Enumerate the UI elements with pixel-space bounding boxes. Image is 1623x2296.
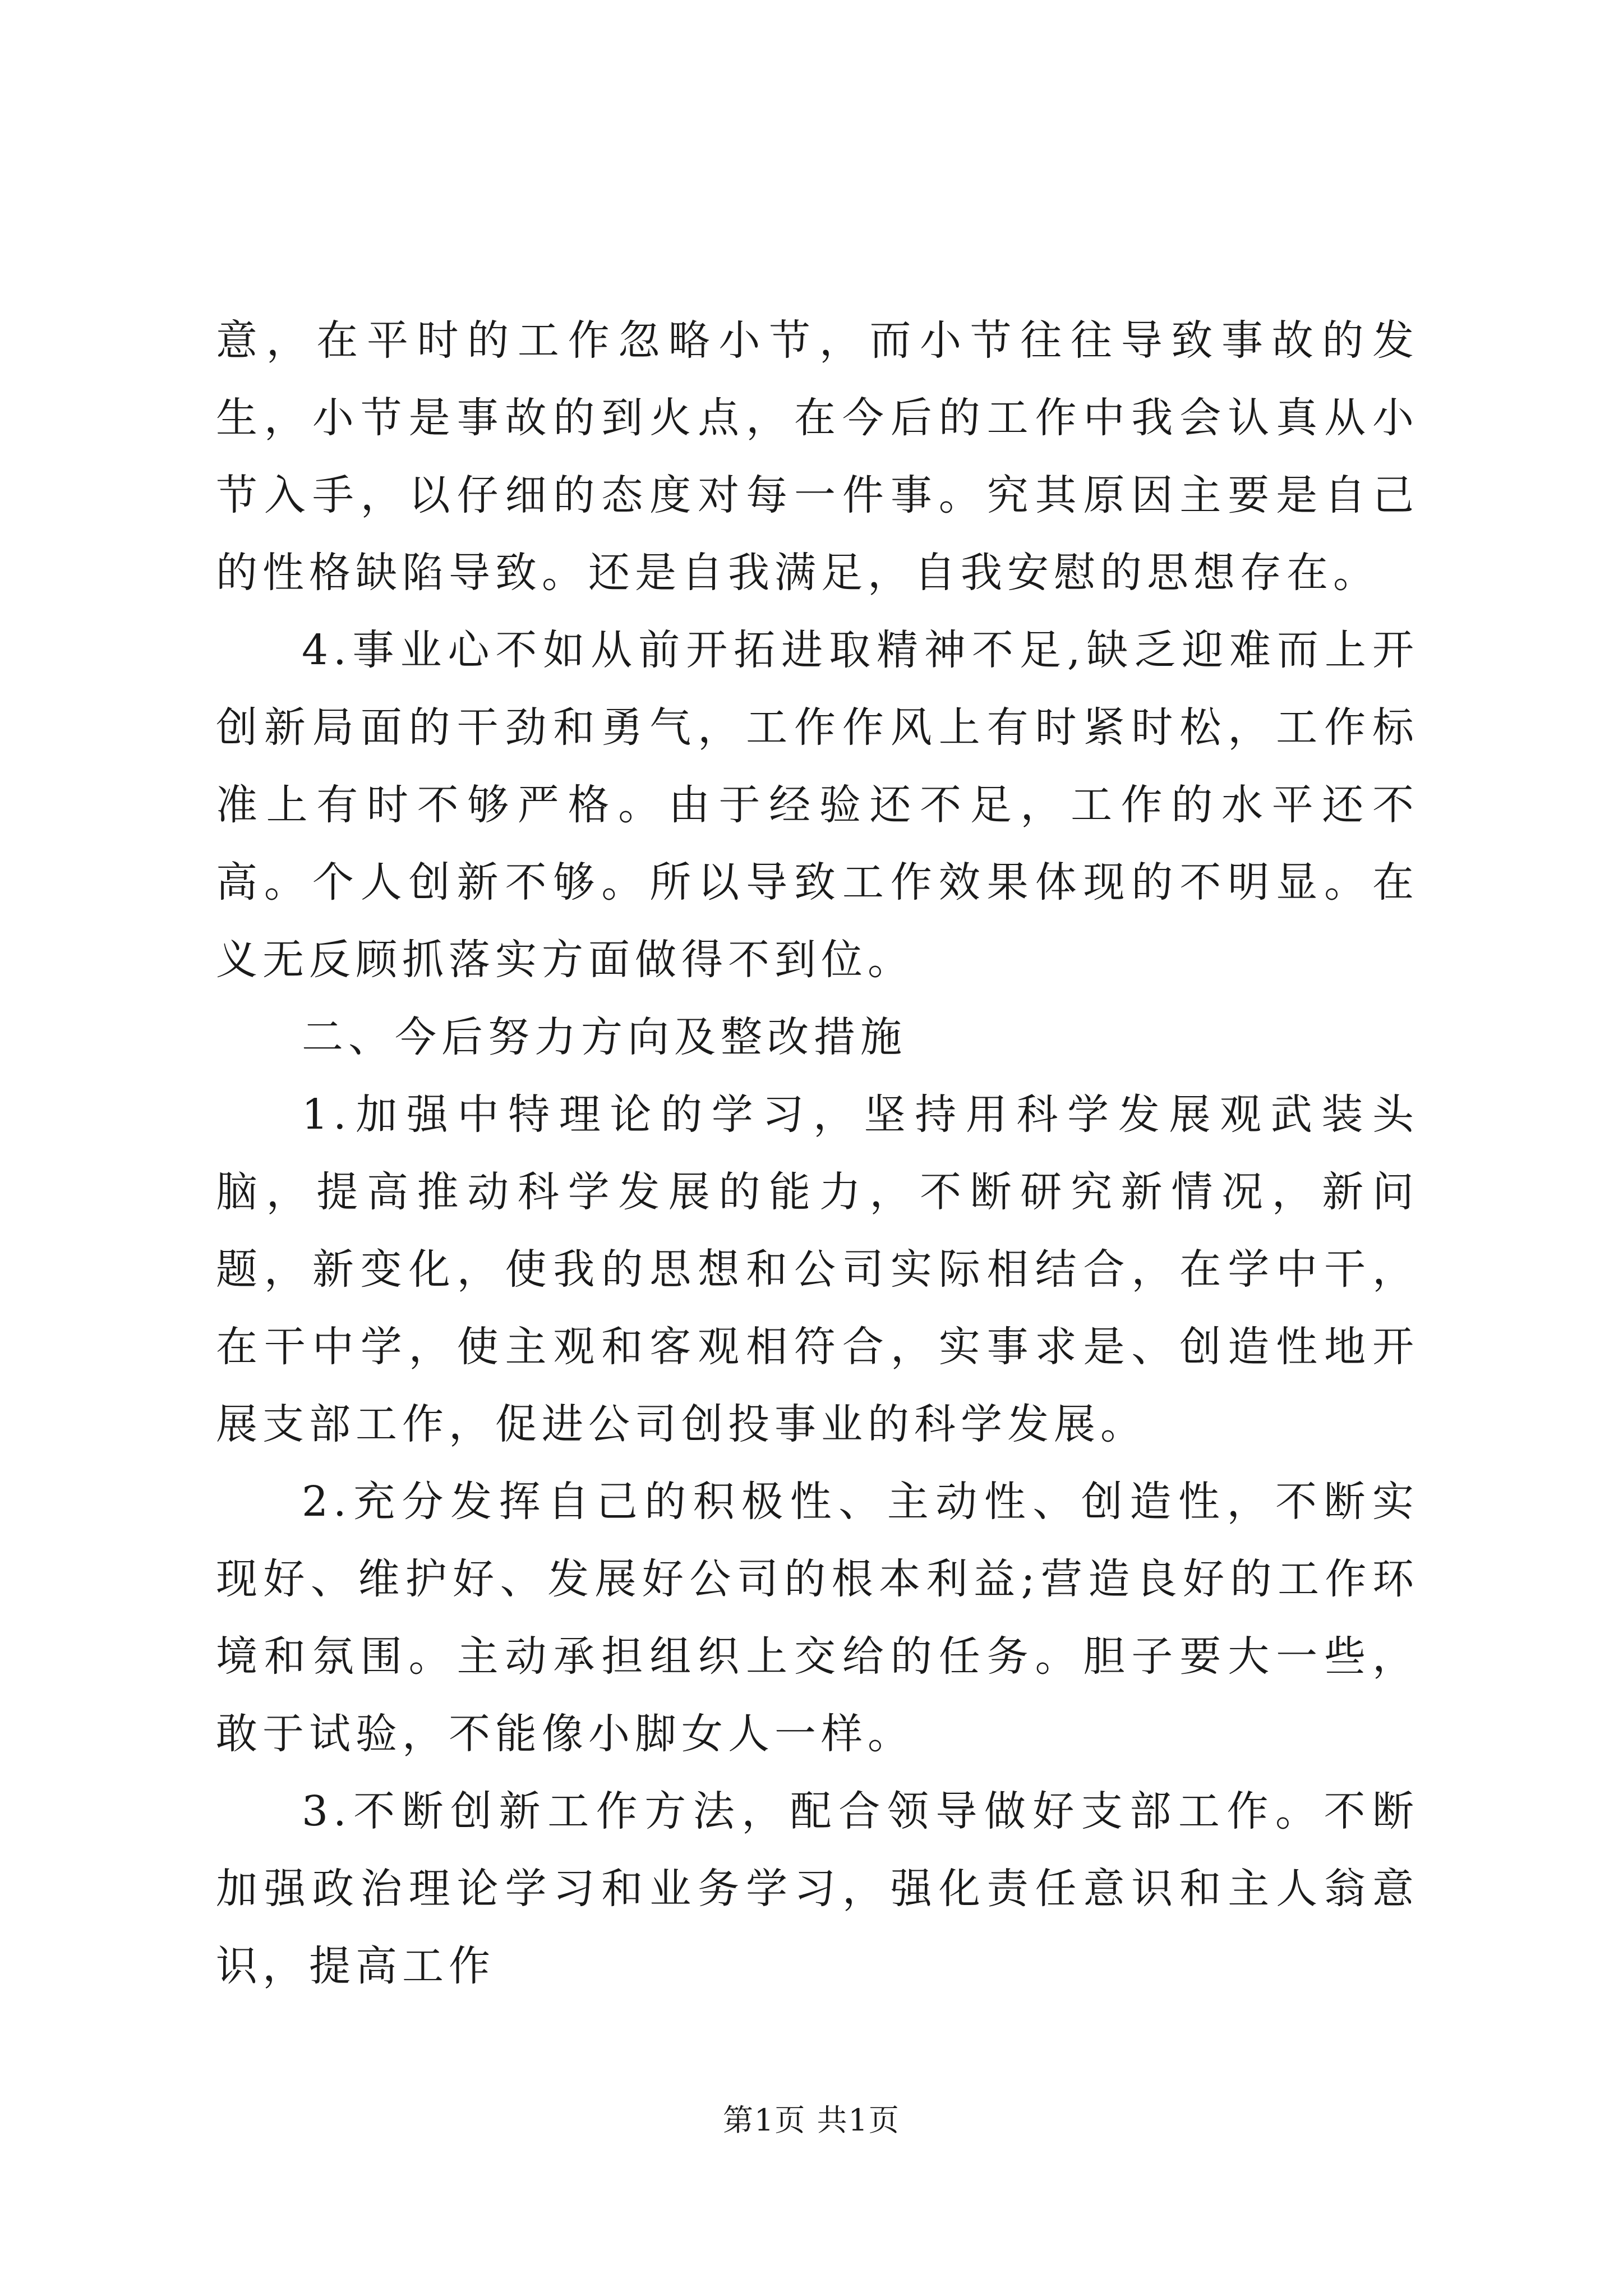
paragraph-measure-2: 2.充分发挥自己的积极性、主动性、创造性，不断实现好、维护好、发展好公司的根本利益;营造良好的工作环境和氛围。主动承担组织上交给的任务。胆子要大一些，敢于试验，不能像小脚女人一样。: [216, 1478, 1419, 1758]
paragraph-item-4: 4.事业心不如从前开拓进取精神不足,缺乏迎难而上开创新局面的干劲和勇气，工作作风上有时紧时松，工作标准上有时不够严格。由于经验还不足，工作的水平还不高。个人创新不够。所以导致工作效果体现的不明显。在义无反顾抓落实方面做得不到位。: [216, 626, 1419, 984]
paragraph-continuation: 意，在平时的工作忽略小节，而小节往往导致事故的发生，小节是事故的到火点，在今后的工作中我会认真从小节入手，以仔细的态度对每一件事。究其原因主要是自己的性格缺陷导致。还是自我满足，自我安慰的思想存在。: [216, 316, 1419, 597]
section-heading-2: 二、今后努力方向及整改措施: [302, 1013, 907, 1061]
page-footer: 第1页 共1页: [723, 2102, 900, 2138]
paragraph-measure-1: 1.加强中特理论的学习，坚持用科学发展观武装头脑，提高推动科学发展的能力，不断研究新情况，新问题，新变化，使我的思想和公司实际相结合，在学中干，在干中学，使主观和客观相符合，实事求是、创造性地开展支部工作，促进公司创投事业的科学发展。: [216, 1091, 1419, 1448]
document-body: [216, 302, 1419, 2005]
paragraph-measure-3: 3.不断创新工作方法，配合领导做好支部工作。不断加强政治理论学习和业务学习，强化责任意识和主人翁意识，提高工作: [216, 1787, 1419, 1990]
